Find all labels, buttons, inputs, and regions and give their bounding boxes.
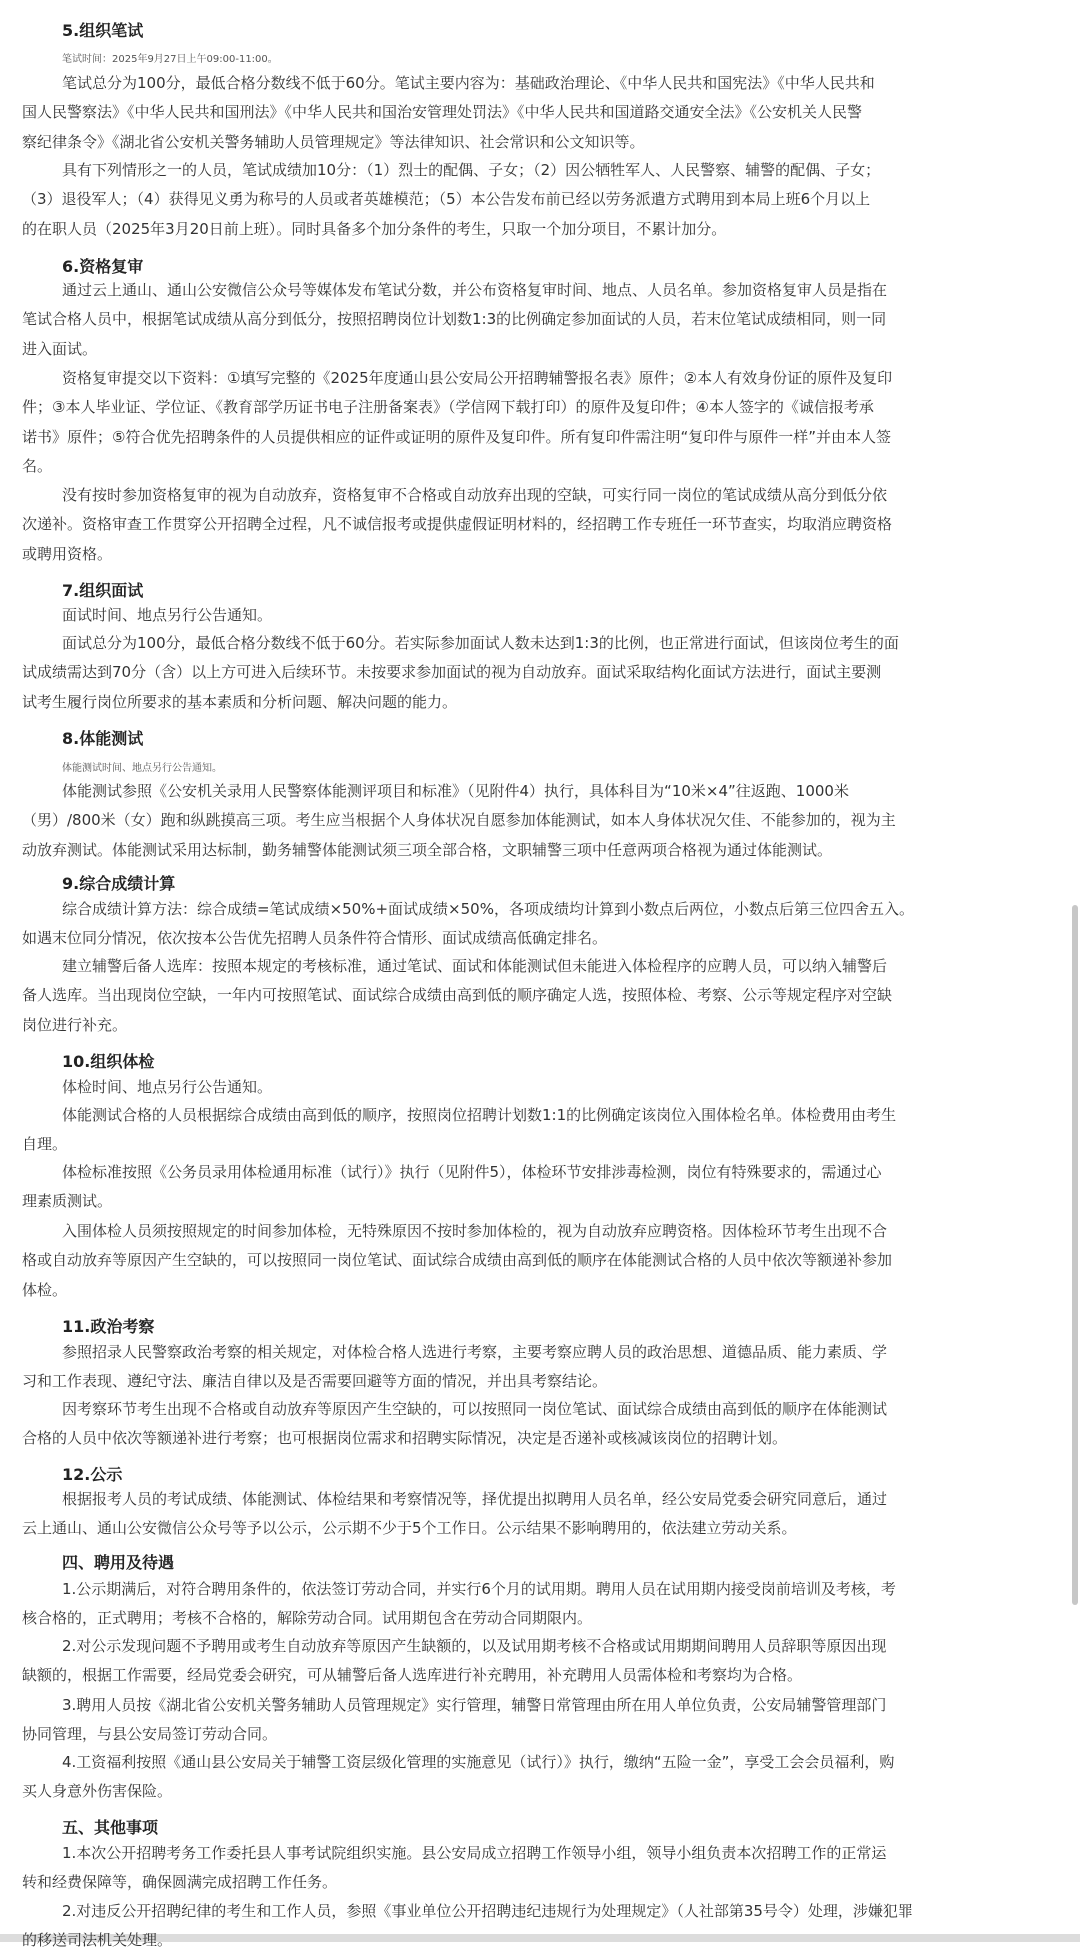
paragraph-line: 3.聘用人员按《湖北省公安机关警务辅助人员管理规定》实行管理，辅警日常管理由所在用人单位负责，公安局辅警管理部门 [62,1696,887,1714]
paragraph-line: 1.公示期满后，对符合聘用条件的，依法签订劳动合同，并实行6个月的试用期。聘用人员在试用期内接受岗前培训及考核，考 [62,1580,896,1598]
paragraph-line: 参照招录人民警察政治考察的相关规定，对体检合格人选进行考察，主要考察应聘人员的政治思想、道德品质、能力素质、学 [62,1343,888,1361]
scrollbar-track[interactable] [1070,0,1080,1942]
section-meta: 笔试时间：2025年9月27日上午09:00-11:00。 [62,54,278,65]
scrollbar-thumb[interactable] [1072,905,1078,1605]
paragraph-line: （3）退役军人；（4）获得见义勇为称号的人员或者英雄模范；（5）本公告发布前已经以劳务派遣方式聘用到本局上班6个月以上 [22,190,871,209]
paragraph-line: 体检标准按照《公务员录用体检通用标准（试行）》执行（见附件5），体检环节安排涉毒检测，岗位有特殊要求的，需通过心 [62,1163,882,1181]
section-heading: 四、聘用及待遇 [62,1553,175,1572]
section-heading: 12.公示 [62,1465,123,1484]
paragraph-line: 体能测试合格的人员根据综合成绩由高到低的顺序，按照岗位招聘计划数1:1的比例确定该岗位入围体检名单。体检费用由考生 [62,1106,897,1124]
paragraph-line: 面试时间、地点另行公告通知。 [62,606,273,624]
top-fragment [0,0,1080,6]
paragraph-line: 入围体检人员须按照规定的时间参加体检，无特殊原因不按时参加体检的，视为自动放弃应聘资格。因体检环节考生出现不合 [62,1222,888,1240]
paragraph-line: 或聘用资格。 [22,544,113,563]
paragraph-line: 备人选库。当出现岗位空缺，一年内可按照笔试、面试综合成绩由高到低的顺序确定人选，按照体检、考察、公示等规定程序对空缺 [22,986,893,1005]
paragraph-line: 具有下列情形之一的人员，笔试成绩加10分：（1）烈士的配偶、子女；（2）因公牺牲军人、人民警察、辅警的配偶、子女； [62,161,881,179]
paragraph-line: 自理。 [22,1135,68,1154]
paragraph-line: 体检时间、地点另行公告通知。 [62,1078,273,1096]
paragraph-line: 笔试总分为100分，最低合格分数线不低于60分。笔试主要内容为：基础政治理论、《中华人民共和国宪法》《中华人民共和 [62,74,875,92]
paragraph-line: 次递补。资格审查工作贯穿公开招聘全过程，凡不诚信报考或提供虚假证明材料的，经招聘工作专班任一环节查实，均取消应聘资格 [22,515,893,534]
paragraph-line: 国人民警察法》《中华人民共和国刑法》《中华人民共和国治安管理处罚法》《中华人民共和国道路交通安全法》《公安机关人民警 [22,103,863,122]
paragraph-line: 2.对违反公开招聘纪律的考生和工作人员，参照《事业单位公开招聘违纪违规行为处理规定》（人社部第35号令）处理，涉嫌犯罪 [62,1902,913,1920]
paragraph-line: 岗位进行补充。 [22,1015,128,1034]
paragraph-line: 4.工资福利按照《通山县公安局关于辅警工资层级化管理的实施意见（试行）》执行，缴纳“五险一金”，享受工会会员福利，购 [62,1753,895,1771]
paragraph-line: 格或自动放弃等原因产生空缺的，可以按照同一岗位笔试、面试综合成绩由高到低的顺序在体能测试合格的人员中依次等额递补参加 [22,1251,893,1270]
paragraph-line: 的移送司法机关处理。 [22,1931,173,1950]
section-heading: 8.体能测试 [62,729,144,748]
paragraph-line: 协同管理，与县公安局签订劳动合同。 [22,1725,278,1744]
paragraph-line: 试成绩需达到70分（含）以上方可进入后续环节。未按要求参加面试的视为自动放弃。面试采取结构化面试方法进行，面试主要测 [22,663,882,682]
section-heading: 7.组织面试 [62,581,144,600]
paragraph-line: 根据报考人员的考试成绩、体能测试、体检结果和考察情况等，择优提出拟聘用人员名单，经公安局党委会研究同意后，通过 [62,1490,888,1508]
section-heading: 6.资格复审 [62,257,144,276]
section-heading: 11.政治考察 [62,1317,155,1336]
paragraph-line: 1.本次公开招聘考务工作委托县人事考试院组织实施。县公安局成立招聘工作领导小组，领导小组负责本次招聘工作的正常运 [62,1844,887,1862]
paragraph-line: 通过云上通山、通山公安微信公众号等媒体发布笔试分数，并公布资格复审时间、地点、人员名单。参加资格复审人员是指在 [62,281,888,299]
paragraph-line: 如遇末位同分情况，依次按本公告优先招聘人员条件符合情形、面试成绩高低确定排名。 [22,929,608,948]
section-heading: 10.组织体检 [62,1052,155,1071]
paragraph-line: 云上通山、通山公安微信公众号等予以公示，公示期不少于5个工作日。公示结果不影响聘用的，依法建立劳动关系。 [22,1519,797,1538]
paragraph-line: 因考察环节考生出现不合格或自动放弃等原因产生空缺的，可以按照同一岗位笔试、面试综合成绩由高到低的顺序在体能测试 [62,1400,888,1418]
paragraph-line: 缺额的，根据工作需要，经局党委会研究，可从辅警后备人选库进行补充聘用，补充聘用人员需体检和考察均为合格。 [22,1666,803,1685]
paragraph-line: 2.对公示发现问题不予聘用或考生自动放弃等原因产生缺额的，以及试用期考核不合格或试用期期间聘用人员辞职等原因出现 [62,1637,887,1655]
section-heading: 五、其他事项 [62,1818,159,1837]
section-heading: 9.综合成绩计算 [62,874,176,893]
paragraph-line: 面试总分为100分，最低合格分数线不低于60分。若实际参加面试人数未达到1:3的比例，也正常进行面试，但该岗位考生的面 [62,634,899,652]
paragraph-line: 件；③本人毕业证、学位证、《教育部学历证书电子注册备案表》（学信网下载打印）的原件及复印件；④本人签字的《诚信报考承 [22,398,874,417]
paragraph-line: 笔试合格人员中，根据笔试成绩从高分到低分，按照招聘岗位计划数1:3的比例确定参加面试的人员，若末位笔试成绩相同，则一同 [22,310,887,329]
section-meta: 体能测试时间、地点另行公告通知。 [62,763,222,774]
paragraph-line: 资格复审提交以下资料：①填写完整的《2025年度通山县公安局公开招聘辅警报名表》原件；②本人有效身份证的原件及复印 [62,369,893,387]
paragraph-line: 核合格的，正式聘用；考核不合格的，解除劳动合同。试用期包含在劳动合同期限内。 [22,1609,593,1628]
paragraph-line: 动放弃测试。体能测试采用达标制，勤务辅警体能测试须三项全部合格，文职辅警三项中任意两项合格视为通过体能测试。 [22,840,833,859]
paragraph-line: 察纪律条令》《湖北省公安机关警务辅助人员管理规定》等法律知识、社会常识和公文知识等。 [22,132,645,151]
paragraph-line: 体检。 [22,1280,68,1299]
paragraph-line: 习和工作表现、遵纪守法、廉洁自律以及是否需要回避等方面的情况，并出具考察结论。 [22,1372,608,1391]
paragraph-line: 综合成绩计算方法：综合成绩=笔试成绩×50%+面试成绩×50%，各项成绩均计算到小数点后两位，小数点后第三位四舍五入。 [62,900,914,918]
paragraph-line: 合格的人员中依次等额递补进行考察；也可根据岗位需求和招聘实际情况，决定是否递补或核减该岗位的招聘计划。 [22,1429,788,1448]
paragraph-line: 买人身意外伤害保险。 [22,1782,173,1801]
section-heading: 5.组织笔试 [62,21,144,40]
paragraph-line: 试考生履行岗位所要求的基本素质和分析问题、解决问题的能力。 [22,692,458,711]
paragraph-line: 没有按时参加资格复审的视为自动放弃，资格复审不合格或自动放弃出现的空缺，可实行同一岗位的笔试成绩从高分到低分依 [62,486,888,504]
paragraph-line: 进入面试。 [22,339,98,358]
paragraph-line: 建立辅警后备人选库：按照本规定的考核标准，通过笔试、面试和体能测试但未能进入体检程序的应聘人员，可以纳入辅警后 [62,957,888,975]
paragraph-line: 体能测试参照《公安机关录用人民警察体能测评项目和标准》（见附件4）执行，具体科目为“10米×4”往返跑、1000米 [62,782,849,800]
paragraph-line: 诺书》原件；⑤符合优先招聘条件的人员提供相应的证件或证明的原件及复印件。所有复印件需注明“复印件与原件一样”并由本人签 [22,427,891,446]
paragraph-line: 的在职人员（2025年3月20日前上班）。同时具备多个加分条件的考生，只取一个加分项目，不累计加分。 [22,219,727,238]
paragraph-line: （男）/800米（女）跑和纵跳摸高三项。考生应当根据个人身体状况自愿参加体能测试，如本人身体状况欠佳、不能参加的，视为主 [22,811,896,830]
paragraph-line: 理素质测试。 [22,1192,113,1211]
paragraph-line: 转和经费保障等，确保圆满完成招聘工作任务。 [22,1873,338,1892]
paragraph-line: 名。 [22,457,53,476]
